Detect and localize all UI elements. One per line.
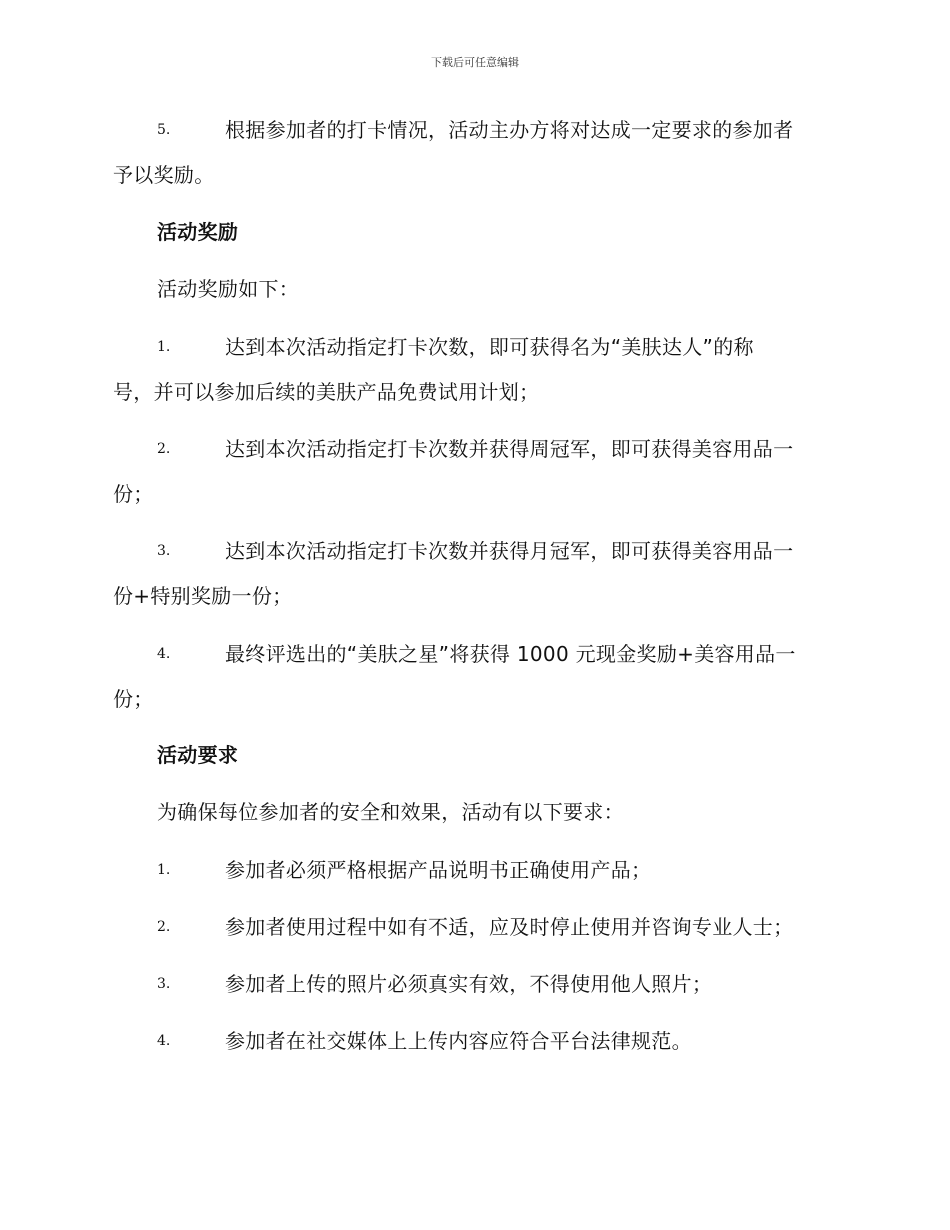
list-number: 4.: [157, 1033, 171, 1049]
list-number: 4.: [157, 646, 171, 662]
section-heading-requirements: 活动要求: [157, 743, 239, 767]
list-number: 3.: [157, 976, 171, 992]
list-number: 1.: [157, 862, 171, 878]
list-item-continuation: 份；: [113, 482, 154, 506]
list-item-text: 最终评选出的“美肤之星”将获得 1000 元现金奖励+美容用品一: [225, 642, 796, 666]
list-number: 2.: [157, 919, 171, 935]
section-intro-requirements: 为确保每位参加者的安全和效果，活动有以下要求：: [157, 800, 624, 824]
list-item-text: 达到本次活动指定打卡次数并获得月冠军，即可获得美容用品一: [225, 539, 794, 563]
list-item-continuation: 予以奖励。: [113, 163, 215, 187]
list-number: 3.: [157, 543, 171, 559]
list-item-text: 达到本次活动指定打卡次数并获得周冠军，即可获得美容用品一: [225, 437, 794, 461]
section-heading-rewards: 活动奖励: [157, 220, 239, 244]
list-item-continuation: 份+特别奖励一份；: [113, 584, 293, 608]
page-header: 下载后可任意编辑: [431, 56, 519, 69]
list-item-continuation: 号，并可以参加后续的美肤产品免费试用计划；: [113, 380, 540, 404]
list-number: 5.: [157, 122, 171, 138]
list-item-text: 参加者必须严格根据产品说明书正确使用产品；: [225, 858, 652, 882]
section-intro-rewards: 活动奖励如下：: [157, 277, 300, 301]
list-item-text: 参加者上传的照片必须真实有效，不得使用他人照片；: [225, 972, 713, 996]
list-item-text: 根据参加者的打卡情况，活动主办方将对达成一定要求的参加者: [225, 118, 794, 142]
list-item-text: 达到本次活动指定打卡次数，即可获得名为“美肤达人”的称: [225, 335, 754, 359]
list-item-text: 参加者在社交媒体上上传内容应符合平台法律规范。: [225, 1029, 692, 1053]
list-item-continuation: 份；: [113, 687, 154, 711]
list-number: 2.: [157, 441, 171, 457]
list-number: 1.: [157, 339, 171, 355]
list-item-text: 参加者使用过程中如有不适，应及时停止使用并咨询专业人士；: [225, 915, 794, 939]
